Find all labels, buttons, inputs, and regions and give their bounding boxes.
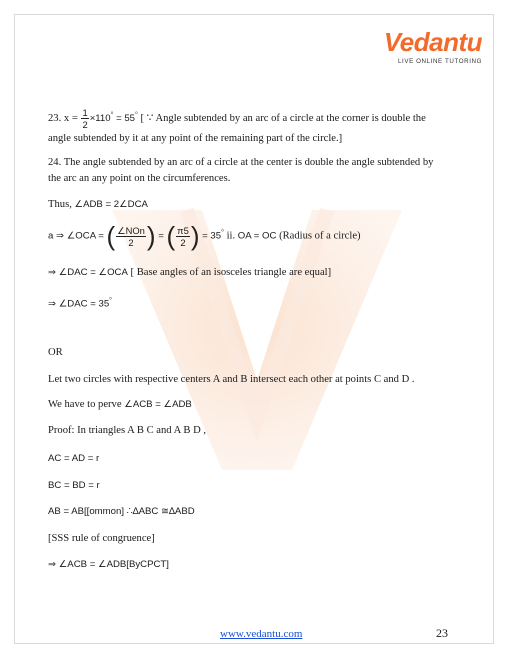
thus-line: Thus, ∠ADB = 2∠DCA bbox=[48, 199, 148, 210]
dac-35-line: ⇒ ∠DAC = 35° bbox=[48, 296, 112, 310]
vedantu-website-link[interactable]: www.vedantu.com bbox=[220, 628, 303, 640]
answer-24-line-1: 24. The angle subtended by an arc of a circle at the center is double the angle subtended by bbox=[48, 157, 434, 168]
logo-tagline: LIVE ONLINE TUTORING bbox=[398, 58, 482, 65]
to-prove-line: We have to perve ∠ACB = ∠ADB bbox=[48, 399, 192, 410]
or-separator: OR bbox=[48, 347, 63, 358]
dac-equals-oca-line: ⇒ ∠DAC = ∠OCA [ Base angles of an isosceles triangle are equal] bbox=[48, 267, 332, 278]
answer-23-prefix: 23. x = bbox=[48, 112, 78, 124]
circles-statement: Let two circles with respective centers A and B intersect each other at points C and D . bbox=[48, 374, 415, 385]
vedantu-watermark-icon bbox=[92, 170, 422, 500]
vedantu-logo bbox=[382, 28, 482, 65]
thus-expression: ∠ADB = 2∠DCA bbox=[74, 199, 148, 210]
sss-rule-line: [SSS rule of congruence] bbox=[48, 533, 155, 544]
oca-fraction-1: $\frac{\text{∠NOn}}{2}$ bbox=[117, 224, 145, 248]
cpct-conclusion: ⇒ ∠ACB = ∠ADB[ByCPCT] bbox=[48, 559, 169, 570]
ac-equation: AC = AD = r bbox=[48, 453, 100, 464]
answer-24-line-2: the arc an any point on the circumferences. bbox=[48, 173, 231, 184]
answer-23-continuation: angle subtended by it at any point of the remaining part of the circle.] bbox=[48, 133, 343, 144]
page-number: 23 bbox=[436, 626, 448, 640]
ab-equation: AB = AB[[ommon] ∴∆ABC ≅∆ABD bbox=[48, 506, 195, 517]
answer-23-fraction: $\frac{1}{2}$ bbox=[82, 107, 88, 130]
ocа-equation-line: a ⇒ ∠OCA = ( $\frac{\text{∠NOn}}{2}$ ) = ( $\frac{\pi 5}{2}$ ) = 35° ii. OA = OC (Radius of a circle) bbox=[48, 221, 361, 251]
proof-line: Proof: In triangles A B C and A B D , bbox=[48, 425, 207, 436]
logo-wordmark: Vedantu bbox=[383, 27, 482, 57]
answer-23-reason: [ ∵ Angle subtended by an arc of a circle at the corner is double the bbox=[137, 112, 426, 124]
oca-fraction-2: $\frac{\pi 5}{2}$ bbox=[177, 224, 189, 248]
bc-equation: BC = BD = r bbox=[48, 480, 100, 491]
answer-23-line: 23. x = $\frac{1}{2}$ ×110° = 55° [ ∵ Angle subtended by an arc of a circle at the corner is double the bbox=[48, 107, 426, 130]
